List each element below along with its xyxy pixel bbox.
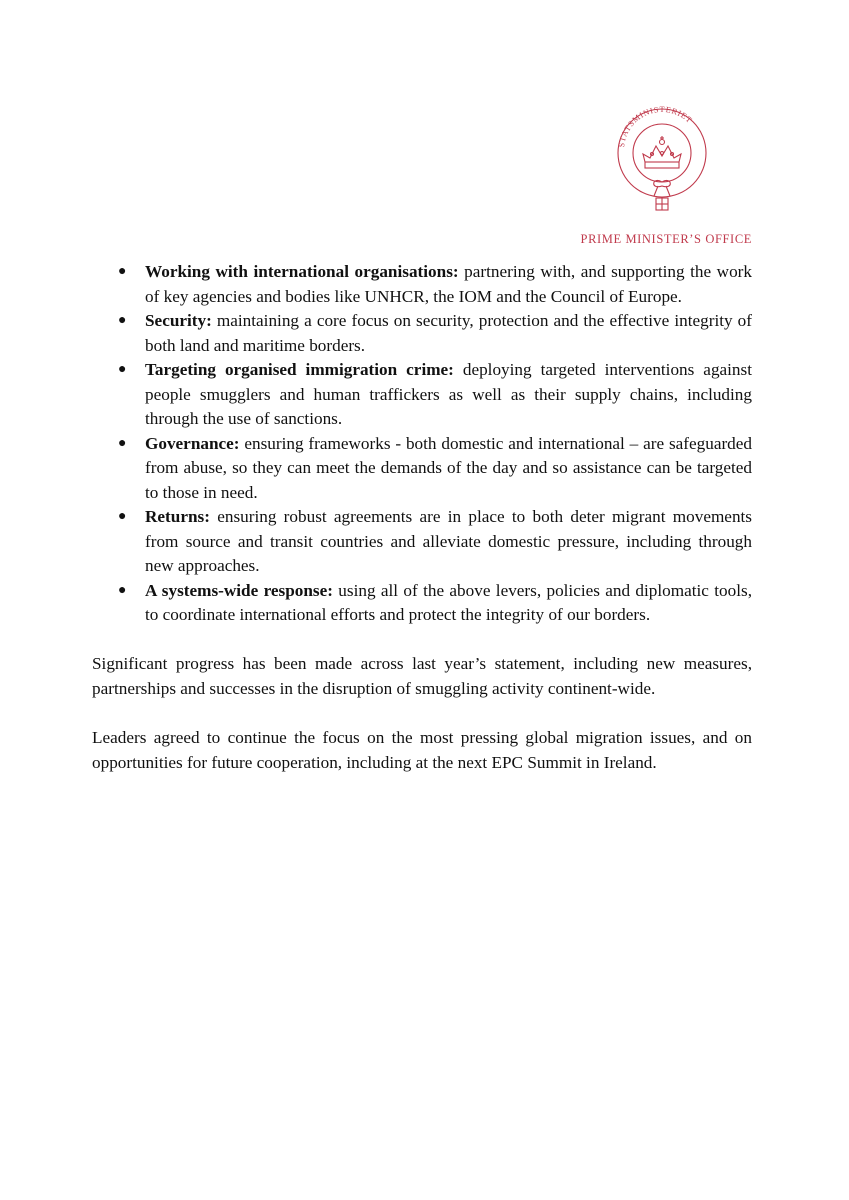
bullet-title: Security: bbox=[145, 311, 212, 330]
bullet-icon: ● bbox=[118, 313, 127, 328]
bullet-icon: ● bbox=[118, 264, 127, 279]
bullet-text: ensuring frameworks - both domestic and international – are safeguarded from abuse, so they can meet the demands of the day and so assistance can be targeted to those in need. bbox=[145, 433, 752, 502]
bullet-icon: ● bbox=[118, 435, 127, 451]
bullet-list bbox=[92, 260, 752, 628]
bullet-title: Working with international organisations: bbox=[145, 262, 459, 281]
bullet-icon: ● bbox=[118, 582, 127, 598]
list-item bbox=[92, 579, 752, 628]
bullet-title: A systems-wide response: bbox=[145, 580, 333, 600]
list-item bbox=[92, 432, 752, 506]
body-paragraph: Leaders agreed to continue the focus on the most pressing global migration issues, and on opportunities for future cooperation, including at the next EPC Summit in Ireland. bbox=[92, 728, 752, 772]
office-label: PRIME MINISTER’S OFFICE bbox=[580, 232, 752, 246]
list-item bbox=[92, 309, 752, 358]
body-paragraph: Significant progress has been made across last year’s statement, including new measures, partnerships and successes in the disruption of smuggling activity continent-wide. bbox=[92, 654, 752, 698]
svg-text:STATSMINISTERIET: STATSMINISTERIET bbox=[617, 104, 695, 148]
crown-seal-logo bbox=[612, 98, 712, 218]
list-item bbox=[92, 505, 752, 579]
bullet-title: Returns: bbox=[145, 507, 210, 526]
bullet-icon: ● bbox=[118, 509, 127, 524]
bullet-text: partnering with, and supporting the work of key agencies and bodies like UNHCR, the IOM and the Council of Europe. bbox=[145, 262, 752, 306]
bullet-text: ensuring robust agreements are in place to both deter migrant movements from source and transit countries and alleviate domestic pressure, including through new approaches. bbox=[145, 507, 752, 575]
bullet-title: Governance: bbox=[145, 433, 240, 453]
bullet-text: maintaining a core focus on security, protection and the effective integrity of both land and maritime borders. bbox=[145, 311, 752, 355]
bullet-icon: ● bbox=[118, 362, 127, 377]
bullet-title: Targeting organised immigration crime: bbox=[145, 360, 454, 379]
list-item bbox=[92, 358, 752, 432]
bullet-text: deploying targeted interventions against people smugglers and human traffickers as well as their supply chains, including through the use of sanctions. bbox=[145, 360, 752, 428]
list-item bbox=[92, 260, 752, 309]
bullet-text: using all of the above levers, policies and diplomatic tools, to coordinate international efforts and protect the integrity of our borders. bbox=[145, 580, 753, 624]
